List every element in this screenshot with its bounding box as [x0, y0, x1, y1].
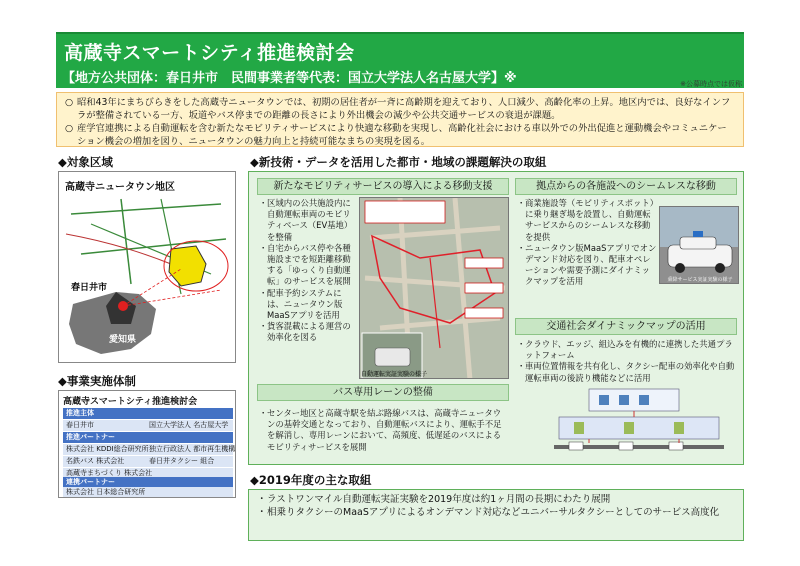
list-item: ・ 車両位置情報を共有化し、タクシー配車の効率化や自動運転車両の後読り機能などに活用: [517, 361, 735, 383]
photo-caption: 自動運転実証実験の様子: [360, 371, 428, 378]
list-item: ・ 相乗りタクシーのMaaSアプリによるオンデマンド対応などユニバーサルタクシーとしてのサービス高度化: [257, 507, 720, 518]
bullet-circle-icon: ○: [65, 97, 74, 108]
page-subtitle: 【地方公共団体：春日井市 民間事業者等代表：国立大学法人名古屋大学】※: [62, 71, 517, 86]
mobility-title: 新たなモビリティサービスの導入による移動支援: [257, 178, 509, 195]
taxi-photo: [659, 206, 739, 284]
mobility-bullets: [259, 198, 355, 344]
org-row: 株式会社 KDDI総合研究所 独立行政法人 都市再生機構: [63, 444, 233, 455]
list-item: ・ ラストワンマイル自動運転実証実験を2019年度は約1ヶ月間の長期にわたり展開: [257, 494, 611, 505]
dynamic-map-diagram: [549, 387, 729, 463]
taxi-photo-caption: 乗降サービス実証実験の様子: [667, 277, 733, 283]
solutions-panel: [248, 171, 744, 465]
intro-paragraph-1: ○ 昭和43年にまちびらきをした高蔵寺ニュータウンでは、初期の居住者が一斉に高齢期を迎えており、人口減少、高齢化率の上昇。地区内では、良好なインフラが整備されている一方、坂道やバス停までの距離の長さにより外出機会の減少や公共交通サービスの衰退が課題。: [65, 97, 731, 121]
org-chart: [58, 390, 236, 498]
list-item: ・ 区域内の公共施設内に自動運転車両のモビリティベース（EV基地）を整備: [259, 198, 353, 242]
kasugai-label: 春日井市: [71, 283, 108, 293]
map-label: 高蔵寺ニュータウン地区: [65, 182, 175, 193]
area-map: [61, 194, 233, 360]
intro-paragraph-2: ○ 産学官連携による自動運転を含む新たなモビリティサービスにより快適な移動を実現し、高齢化社会における車以外での外出促進と運動機会やコミュニケーション機会の増加を図り、ニュータウンの魅力向上と持続可能なまちの実現を図る。: [65, 123, 727, 147]
aerial-photo: [359, 197, 509, 379]
list-item: ・ センター地区と高蔵寺駅を結ぶ路線バスは、高蔵寺ニュータウンの基幹交通となっており、自動運転バスにより、運転手不足を解消し、専用レーンにおいて、高頻度、低遅延のバスによるモビリティサービスを展開: [259, 408, 502, 452]
org-row: 高蔵寺まちづくり 株式会社: [63, 468, 233, 479]
org-row: 春日井市 国立大学法人 名古屋大学: [63, 420, 233, 431]
dynamic-map-title: 交通社会ダイナミックマップの活用: [515, 318, 737, 335]
org-row: 株式会社 日本総合研究所: [63, 487, 233, 497]
list-item: ・ 貨客混載による運営の効率化を図る: [259, 321, 351, 343]
org-title: 高蔵寺スマートシティ推進検討会: [63, 397, 198, 407]
list-item: ・ ニュータウン版MaaSアプリでオンデマンド対応を図り、配車オペレーションや需要予測にダイナミックマップを活用: [517, 242, 657, 287]
org-row: 名鉄バス 株式会社 春日井タクシー 組合: [63, 456, 233, 467]
header-banner: [56, 32, 744, 88]
seamless-bullets: [517, 198, 657, 288]
section-solutions: ◆新技術・データを活用した都市・地域の課題解決の取組: [250, 155, 547, 169]
dynamic-map-bullets: [517, 339, 737, 384]
fy2019-box: [248, 489, 744, 541]
intro-box: [56, 92, 744, 147]
bus-lane-title: バス専用レーンの整備: [257, 384, 509, 401]
aichi-label: 愛知県: [109, 335, 137, 345]
section-fy2019: ◆2019年度の主な取組: [250, 473, 372, 487]
section-target-area: ◆対象区域: [58, 155, 113, 169]
bullet-circle-icon: ○: [65, 123, 74, 134]
org-row: 推進主体: [63, 408, 233, 419]
target-area-panel: [58, 171, 236, 363]
bus-lane-bullets: [259, 408, 509, 453]
list-item: ・ クラウド、エッジ、組込みを有機的に連携した共通プラットフォーム: [517, 339, 733, 361]
footnote: ※公募時点では仮称: [680, 80, 742, 88]
list-item: ・ 配車予約システムには、ニュータウン版MaaSアプリを活用: [259, 287, 343, 321]
list-item: ・ 商業施設等（モビリティスポット）に乗り継ぎ場を設置し、自動運転サービスからのシームレスな移動を提供: [517, 198, 654, 242]
org-row: 連携パートナー: [63, 477, 233, 487]
seamless-title: 拠点からの各施設へのシームレスな移動: [515, 178, 737, 195]
org-row: 推進パートナー: [63, 432, 233, 443]
section-implementation: ◆事業実施体制: [58, 374, 136, 388]
page-title: 高蔵寺スマートシティ推進検討会: [64, 42, 355, 64]
list-item: ・ 自宅からバス停や各種施設までを短距離移動する「ゆっくり自動運転」のサービスを展開: [259, 242, 351, 287]
